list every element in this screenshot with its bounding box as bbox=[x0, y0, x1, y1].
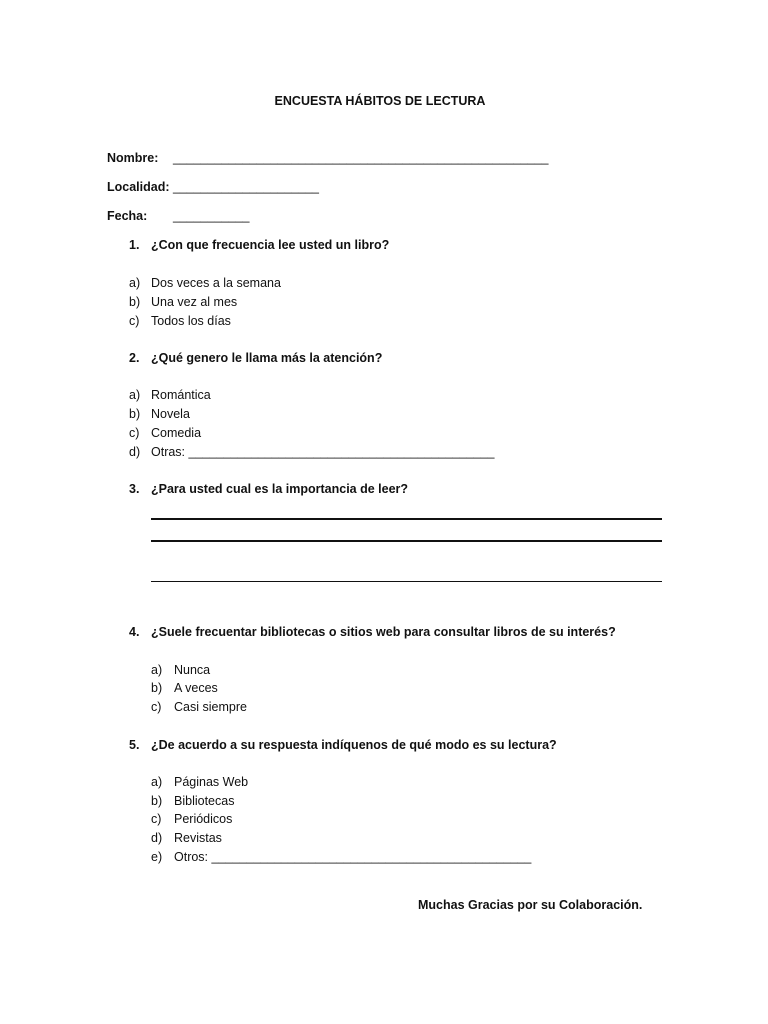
option-letter: e) bbox=[151, 850, 163, 864]
option-letter: c) bbox=[129, 426, 140, 440]
question-text: ¿Con que frecuencia lee usted un libro? bbox=[151, 238, 390, 252]
question-number: 4. bbox=[129, 625, 140, 639]
nombre-label: Nombre: bbox=[107, 151, 159, 165]
nombre-line: ______________________________________________________ bbox=[173, 151, 549, 165]
option-text: Revistas bbox=[174, 831, 222, 845]
closing-text: Muchas Gracias por su Colaboración. bbox=[418, 898, 643, 912]
question-number: 1. bbox=[129, 238, 140, 252]
option-letter: c) bbox=[129, 314, 140, 328]
option-text: Otras: ____________________________________________ bbox=[151, 445, 495, 459]
localidad-label: Localidad: bbox=[107, 180, 170, 194]
page-title: ENCUESTA HÁBITOS DE LECTURA bbox=[274, 94, 486, 108]
option-text: Romántica bbox=[151, 388, 211, 402]
option-text: Bibliotecas bbox=[174, 794, 235, 808]
option-letter: b) bbox=[129, 407, 141, 421]
question-text: ¿Suele frecuentar bibliotecas o sitios web para consultar libros de su interés? bbox=[151, 625, 616, 639]
question-number: 5. bbox=[129, 738, 140, 752]
option-text: Nunca bbox=[174, 663, 211, 677]
question-text: ¿De acuerdo a su respuesta indíquenos de qué modo es su lectura? bbox=[151, 738, 557, 752]
option-text: Comedia bbox=[151, 426, 202, 440]
option-text: Todos los días bbox=[151, 314, 231, 328]
option-text: Una vez al mes bbox=[151, 295, 238, 309]
answer-line bbox=[151, 540, 662, 542]
question-number: 2. bbox=[129, 351, 140, 365]
question-text: ¿Para usted cual es la importancia de leer? bbox=[151, 482, 409, 496]
answer-line bbox=[151, 518, 662, 520]
option-letter: b) bbox=[151, 681, 163, 695]
option-letter: a) bbox=[151, 775, 163, 789]
option-letter: d) bbox=[151, 831, 163, 845]
option-letter: c) bbox=[151, 700, 162, 714]
option-letter: b) bbox=[129, 295, 141, 309]
option-text: A veces bbox=[174, 681, 218, 695]
question-number: 3. bbox=[129, 482, 140, 496]
option-text: Novela bbox=[151, 407, 190, 421]
option-letter: c) bbox=[151, 812, 162, 826]
option-letter: b) bbox=[151, 794, 163, 808]
option-letter: a) bbox=[151, 663, 163, 677]
option-letter: a) bbox=[129, 388, 141, 402]
localidad-line: _____________________ bbox=[173, 180, 319, 194]
option-letter: d) bbox=[129, 445, 141, 459]
answer-line bbox=[151, 581, 662, 582]
option-text: Otros: ______________________________________________ bbox=[174, 850, 532, 864]
option-text: Dos veces a la semana bbox=[151, 276, 281, 290]
option-text: Casi siempre bbox=[174, 700, 247, 714]
fecha-label: Fecha: bbox=[107, 209, 148, 223]
question-text: ¿Qué genero le llama más la atención? bbox=[151, 351, 383, 365]
option-letter: a) bbox=[129, 276, 141, 290]
fecha-line: ___________ bbox=[173, 209, 250, 223]
option-text: Periódicos bbox=[174, 812, 233, 826]
option-text: Páginas Web bbox=[174, 775, 249, 789]
